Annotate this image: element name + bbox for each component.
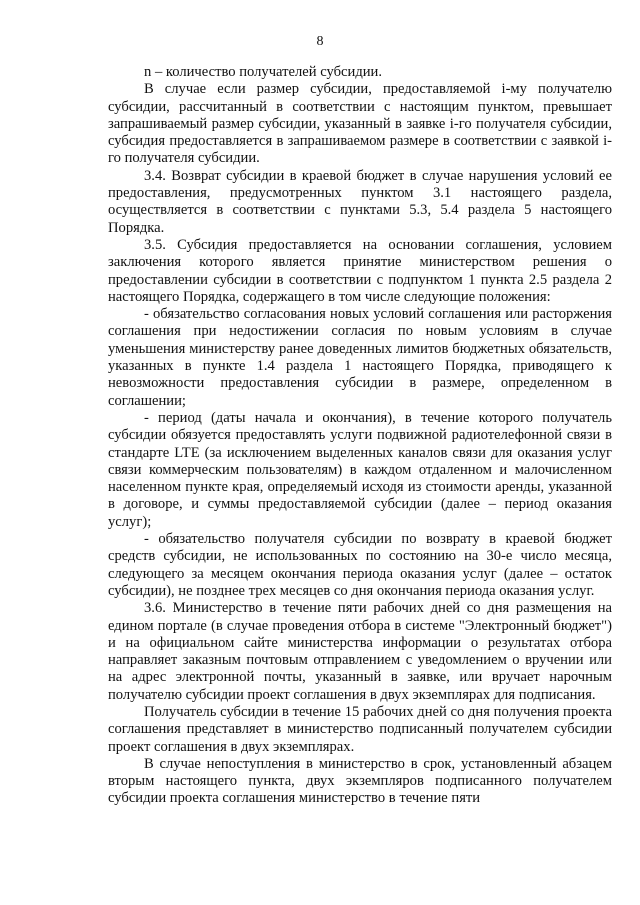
paragraph-3-5-item-2: - период (даты начала и окончания), в течение которого получатель субсидии обязуется предоставлять услуги подвижной радиотелефонной связи в стандарте LTE (за исключением выделенных каналов связи для оказания услуг связи коммерческим пользователям) в каждом отдаленном и малочисленном населенном пункте края, определяемый исходя из стоимости аренды, указанной в договоре, и суммы предоставляемой субсидии (далее – период оказания услуг); — [108, 409, 612, 530]
paragraph-non-receipt: В случае непоступления в министерство в срок, установленный абзацем вторым настоящего пункта, двух экземпляров подписанного получателем субсидии проекта соглашения министерство в течение пяти — [108, 755, 612, 807]
paragraph-3-5: 3.5. Субсидия предоставляется на основании соглашения, условием заключения которого является принятие министерством решения о предоставлении субсидии в соответствии с подпунктом 1 пункта 2.5 раздела 2 настоящего Порядка, содержащего в том числе следующие положения: — [108, 236, 612, 305]
paragraph-3-5-item-3: - обязательство получателя субсидии по возврату в краевой бюджет средств субсидии, не использованных по состоянию на 30-е число месяца, следующего за месяцем окончания периода оказания услуг (далее – остаток субсидии), не позднее трех месяцев со дня окончания периода оказания услуг. — [108, 531, 612, 599]
document-body — [108, 64, 612, 808]
paragraph-recipient-term: Получатель субсидии в течение 15 рабочих дней со дня получения проекта соглашения представляет в министерство подписанный получателем субсидии проект соглашения в двух экземплярах. — [108, 703, 612, 755]
paragraph-3-6: 3.6. Министерство в течение пяти рабочих дней со дня размещения на едином портале (в случае проведения отбора в системе "Электронный бюджет") и на официальном сайте министерства информации о результатах отбора направляет заказным почтовым отправлением с уведомлением о вручении или на адрес электронной почты, указанный в заявке, или вручает нарочным получателю субсидии проект соглашения в двух экземплярах для подписания. — [108, 600, 612, 703]
page-number: 8 — [316, 34, 324, 49]
paragraph-subsidy-limit: В случае если размер субсидии, предоставляемой i-му получателю субсидии, рассчитанный в соответствии с настоящим пунктом, превышает запрашиваемый размер субсидии, указанный в заявке i-го получателя субсидии, субсидия предоставляется в запрашиваемом размере в соответствии с заявкой i-го получателя субсидии. — [108, 81, 612, 167]
paragraph-3-5-item-1: - обязательство согласования новых условий соглашения или расторжения соглашения при недостижении согласия по новым условиям в случае уменьшения министерству ранее доведенных лимитов бюджетных обязательств, указанных в пункте 1.4 раздела 1 настоящего Порядка, приводящего к невозможности предоставления субсидии в размере, определенном в соглашении; — [108, 306, 612, 409]
paragraph-n-definition: n – количество получателей субсидии. — [144, 64, 383, 80]
paragraph-3-4: 3.4. Возврат субсидии в краевой бюджет в случае нарушения условий ее предоставления, предусмотренных пунктом 3.1 настоящего раздела, осуществляется в соответствии с пунктами 5.3, 5.4 раздела 5 настоящего Порядка. — [108, 167, 612, 236]
